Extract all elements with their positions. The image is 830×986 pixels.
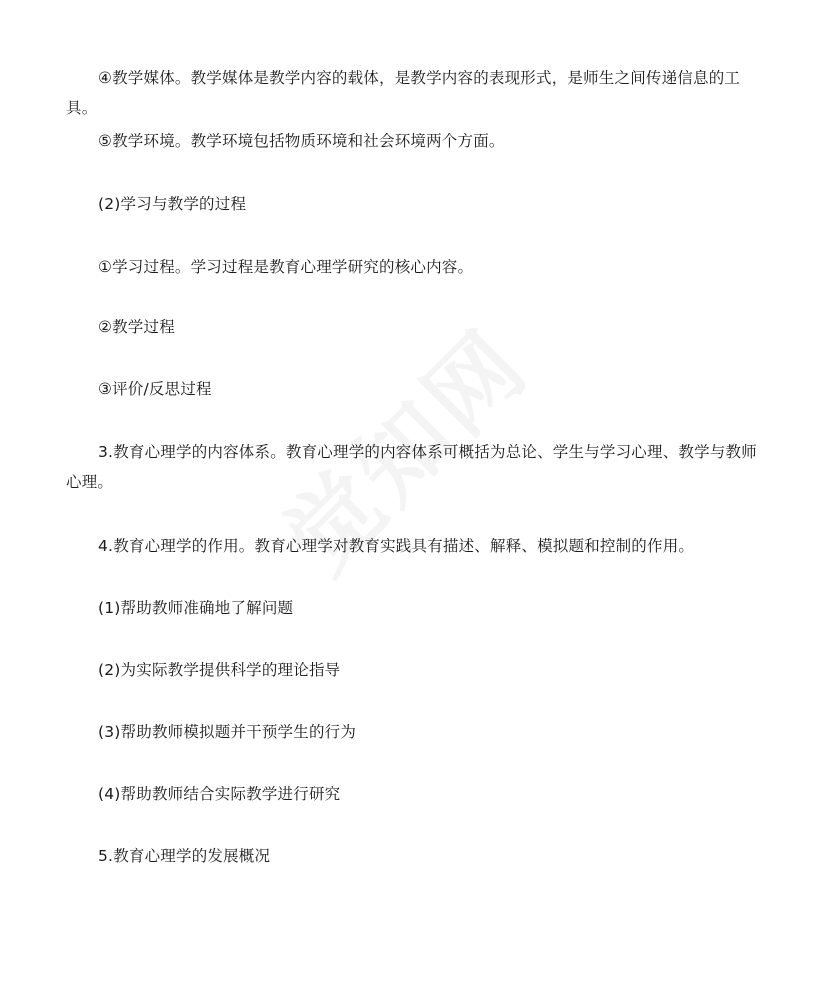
paragraph-role: 4.教育心理学的作用。教育心理学对教育实践具有描述、解释、模拟题和控制的作用。 xyxy=(98,537,695,555)
paragraph-teaching-process: ②教学过程 xyxy=(98,318,175,336)
paragraph-role-4: (4)帮助教师结合实际教学进行研究 xyxy=(98,785,341,803)
paragraph-role-2: (2)为实际教学提供科学的理论指导 xyxy=(98,661,341,679)
paragraph-role-3: (3)帮助教师模拟题并干预学生的行为 xyxy=(98,723,357,741)
paragraph-learning-teaching-process: (2)学习与教学的过程 xyxy=(98,195,247,213)
paragraph-learning-process: ①学习过程。学习过程是教育心理学研究的核心内容。 xyxy=(98,258,474,276)
paragraph-teaching-media: ④教学媒体。教学媒体是教学内容的载体，是教学内容的表现形式，是师生之间传递信息的工具。 xyxy=(66,69,741,117)
paragraph-development: 5.教育心理学的发展概况 xyxy=(98,847,271,865)
paragraph-teaching-environment: ⑤教学环境。教学环境包括物质环境和社会环境两个方面。 xyxy=(98,132,505,150)
paragraph-evaluation-process: ③评价/反思过程 xyxy=(98,380,212,398)
paragraph-content-system: 3.教育心理学的内容体系。教育心理学的内容体系可概括为总论、学生与学习心理、教学与教师心理。 xyxy=(66,443,757,491)
paragraph-role-1: (1)帮助教师准确地了解问题 xyxy=(98,599,294,617)
